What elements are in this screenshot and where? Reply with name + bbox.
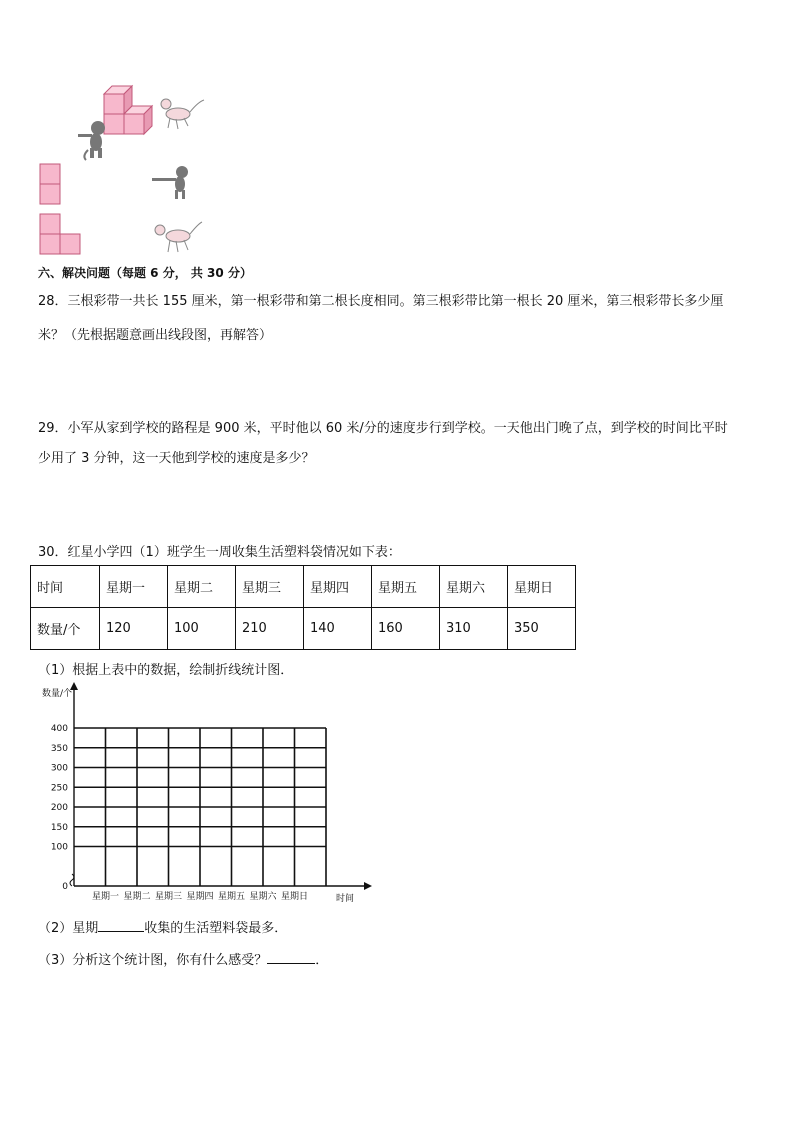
table-cell-day: 星期一 <box>100 566 168 608</box>
data-table <box>30 565 576 650</box>
q29-line1: 29．小军从家到学校的路程是 900 米，平时他以 60 米/分的速度步行到学校。一天他出门晚了点，到学校的时间比平时 <box>38 421 728 436</box>
y-axis-label: 数量/个 <box>42 689 73 699</box>
y-tick-label: 300 <box>50 763 68 774</box>
dog-icon <box>155 222 202 252</box>
q28-line2: 米？（先根据题意画出线段图，再解答） <box>38 328 273 343</box>
q30-sub1: （1）根据上表中的数据，绘制折线统计图． <box>38 663 294 678</box>
table-cell-count: 350 <box>508 608 576 650</box>
geometry-figure <box>30 80 230 260</box>
table-cell-count: 100 <box>168 608 236 650</box>
q30-sub3 <box>38 949 328 968</box>
table-cell-count: 210 <box>236 608 304 650</box>
table-cell-count: 120 <box>100 608 168 650</box>
table-cell-day: 星期二 <box>168 566 236 608</box>
table-cell-day: 星期五 <box>372 566 440 608</box>
x-tick-label: 星期四 <box>186 892 214 902</box>
view-two-stacked <box>40 164 60 204</box>
y-tick-label: 100 <box>50 842 68 853</box>
q29-line2: 少用了 3 分钟，这一天他到学校的速度是多少？ <box>38 451 315 466</box>
table-cell-count: 140 <box>304 608 372 650</box>
x-tick-label: 星期一 <box>91 892 120 902</box>
y-tick-label: 150 <box>50 822 68 833</box>
table-cell-day: 星期日 <box>508 566 576 608</box>
q30-sub3-prefix: （3）分析这个统计图，你有什么感受？ <box>38 953 268 968</box>
table-cell-count: 310 <box>440 608 508 650</box>
y-tick-label: 350 <box>50 743 68 754</box>
y-tick-label: 250 <box>50 783 68 794</box>
x-tick-label: 星期六 <box>249 892 277 902</box>
table-row-label: 数量/个 <box>31 608 100 650</box>
q30-sub2-prefix: （2）星期 <box>38 921 99 936</box>
table-header-label: 时间 <box>31 566 100 608</box>
y-tick-label: 200 <box>50 803 68 813</box>
x-axis-label: 时间 <box>336 894 355 904</box>
x-tick-label: 星期五 <box>217 892 246 902</box>
table-row <box>31 608 576 650</box>
q30-sub3-suffix: ． <box>315 953 329 968</box>
q30-sub2 <box>38 917 287 936</box>
line-chart-grid <box>34 682 380 908</box>
y-tick-label: 400 <box>50 724 68 734</box>
dog-icon <box>161 99 204 129</box>
table-cell-day: 星期六 <box>440 566 508 608</box>
answer-blank-day[interactable] <box>98 931 144 932</box>
section-title: 六、解决问题（每题 6 分， 共 30 分） <box>38 266 252 280</box>
table-row <box>31 566 576 608</box>
x-tick-label: 星期二 <box>123 892 151 902</box>
x-axis-arrow <box>364 882 372 890</box>
answer-blank-feeling[interactable] <box>267 963 315 964</box>
table-cell-day: 星期三 <box>236 566 304 608</box>
monkey-icon <box>78 121 105 160</box>
cube-stack <box>104 86 152 134</box>
view-l-shape <box>40 214 80 254</box>
q28-line1: 28．三根彩带一共长 155 厘米，第一根彩带和第二根长度相同。第三根彩带比第一根长 20 厘米，第三根彩带长多少厘 <box>38 294 724 309</box>
x-tick-label: 星期日 <box>280 892 309 902</box>
q30-sub2-suffix: 收集的生活塑料袋最多． <box>144 921 288 936</box>
y-tick-label: 0 <box>62 882 68 892</box>
q30-intro: 30．红星小学四（1）班学生一周收集生活塑料袋情况如下表： <box>38 545 401 560</box>
x-tick-label: 星期三 <box>154 892 183 902</box>
table-cell-count: 160 <box>372 608 440 650</box>
monkey-icon <box>152 166 188 199</box>
table-cell-day: 星期四 <box>304 566 372 608</box>
